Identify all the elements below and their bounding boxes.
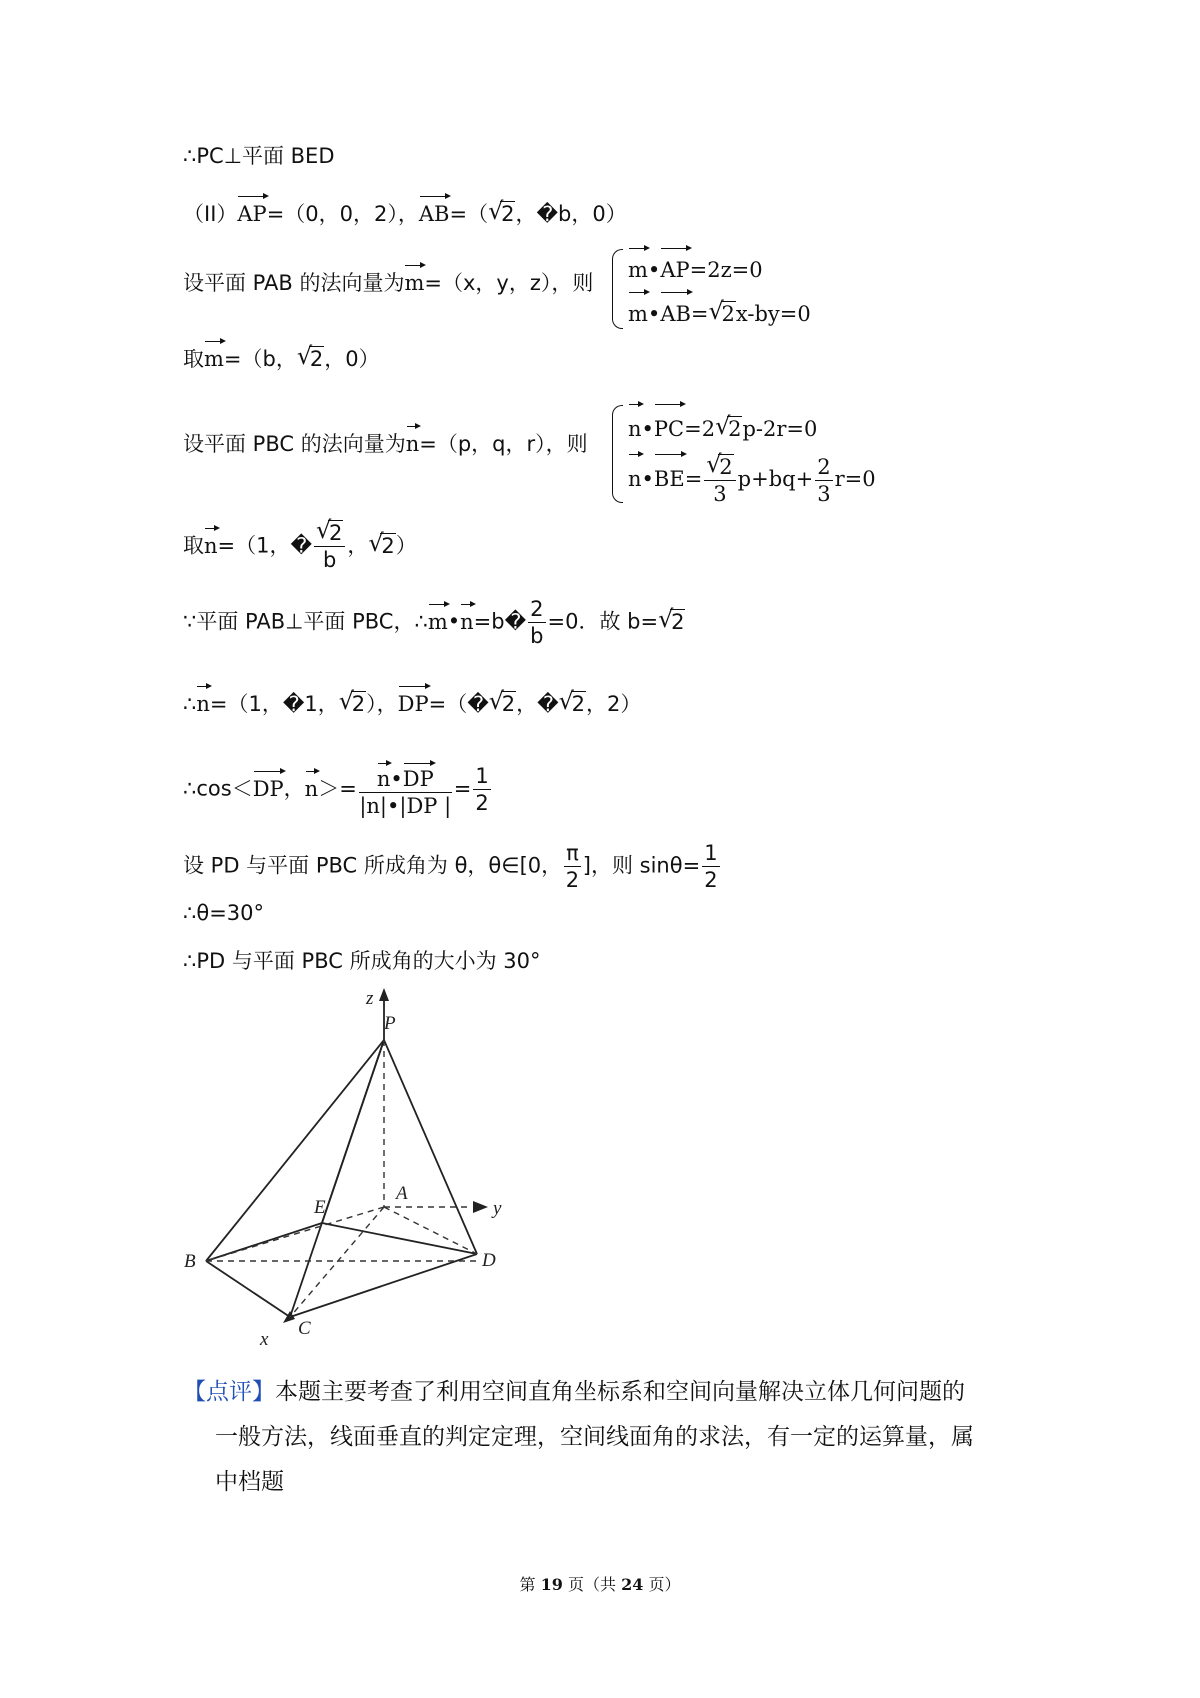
math-text: n: [377, 760, 391, 792]
math-text: r=0: [834, 467, 876, 491]
math-text: DP: [403, 760, 434, 792]
math-text: =（1，�1，: [209, 692, 339, 716]
math-text: AB: [419, 193, 450, 229]
math-text: b: [323, 548, 337, 572]
math-text: ，2）: [586, 692, 642, 716]
math-text: n: [460, 601, 474, 637]
math-text: ，0）: [324, 347, 380, 371]
math-text: 2: [309, 347, 324, 371]
math-text: ，�b，0）: [515, 202, 627, 226]
label-d: D: [482, 1250, 496, 1271]
math-text: n: [628, 451, 642, 501]
proof-line-1: [183, 141, 335, 171]
math-text: ∴: [183, 692, 197, 716]
math-text: 2: [719, 455, 733, 479]
math-text: ]，则 sinθ=: [582, 853, 701, 878]
math-text: 设平面 PBC 的法向量为: [183, 432, 406, 456]
label-x: x: [260, 1329, 269, 1350]
math-text: ），: [366, 692, 398, 716]
math-text: ∴θ=30°: [183, 901, 265, 925]
total-pages: 24: [621, 1575, 644, 1594]
math-text: 2: [565, 868, 580, 892]
math-text: x-by=0: [735, 302, 811, 326]
math-text: 2: [728, 417, 742, 441]
math-text: DP: [253, 768, 284, 804]
math-text: 1: [704, 841, 718, 865]
math-text: =: [453, 776, 472, 801]
math-text: ∴PC⊥平面 BED: [183, 144, 335, 168]
math-text: 取: [183, 347, 204, 371]
math-text: 2: [817, 455, 831, 479]
math-text: p-2r=0: [742, 417, 818, 441]
math-text: 页（共: [562, 1575, 622, 1594]
proof-line-6: 取n=（1，� √ 2 b ， √ 2）: [183, 516, 417, 572]
math-text: 一般方法，线面垂直的判定定理，空间线面角的求法，有一定的运算量，属: [215, 1424, 974, 1450]
label-z: z: [366, 988, 374, 1009]
math-text: 设平面 PAB 的法向量为: [183, 271, 405, 295]
math-text: 2: [381, 533, 395, 558]
math-text: =0．故 b=: [547, 609, 659, 634]
math-text: =（x，y，z），则: [424, 271, 594, 295]
z-axis-arrow: [379, 988, 389, 1001]
proof-line-11: [183, 898, 264, 928]
math-text: π: [566, 841, 579, 865]
math-text: =: [684, 467, 703, 491]
math-text: =（1，�: [217, 533, 313, 558]
math-text: 2: [530, 597, 544, 621]
math-text: =（�: [428, 692, 489, 716]
math-text: 3: [713, 482, 727, 506]
math-text: m: [204, 338, 224, 374]
math-text: 1: [475, 764, 489, 788]
math-text: m: [628, 289, 648, 333]
math-text: |n|•|DP |: [359, 794, 452, 818]
math-text: 2: [671, 609, 685, 634]
math-text: 本题主要考查了利用空间直角坐标系和空间向量解决立体几何问题的: [275, 1379, 965, 1405]
math-text: 取: [183, 533, 204, 558]
math-text: 2: [721, 302, 735, 326]
proof-line-3: [183, 262, 593, 298]
math-text: ，: [347, 533, 369, 558]
math-text: （II）: [183, 202, 238, 226]
math-text: =2: [684, 417, 716, 441]
math-text: m: [428, 601, 448, 637]
math-text: =（b，: [223, 347, 297, 371]
edge-bc: [206, 1261, 290, 1317]
math-text: 中档题: [215, 1469, 284, 1495]
math-text: n: [196, 683, 210, 719]
label-p: P: [384, 1013, 396, 1034]
math-text: •: [447, 609, 461, 634]
proof-line-4: 取m=（b， √ 2，0）: [183, 338, 380, 374]
current-page: 19: [540, 1575, 563, 1594]
math-text: =（0，0，2），: [266, 202, 419, 226]
edge-pd: [384, 1040, 477, 1254]
math-text: 2: [475, 791, 489, 815]
math-text: PC: [654, 401, 684, 451]
proof-line-10: [183, 840, 722, 893]
math-text: ，: [283, 776, 305, 801]
math-text: 2: [501, 202, 515, 226]
math-text: AP: [237, 193, 266, 229]
math-text: ＞=: [318, 776, 357, 801]
math-text: •: [390, 767, 403, 791]
math-text: ）: [395, 533, 417, 558]
math-text: m: [404, 262, 424, 298]
math-text: AB: [660, 289, 691, 333]
math-text: 2: [571, 692, 586, 716]
comment-tag: 【点评】: [183, 1379, 275, 1405]
math-text: =（p，q，r），则: [419, 432, 588, 456]
edge-pc: [290, 1040, 384, 1317]
y-axis-arrow: [473, 1201, 488, 1213]
math-text: n: [305, 768, 319, 804]
edge-ed: [322, 1223, 477, 1254]
math-text: DP: [398, 683, 429, 719]
math-text: n: [204, 525, 218, 561]
math-text: ∴cos＜: [183, 776, 253, 801]
math-text: ，�: [516, 692, 559, 716]
proof-line-12: [183, 946, 540, 976]
math-text: b: [530, 624, 544, 648]
math-text: =: [690, 302, 709, 326]
math-text: AP: [660, 245, 689, 289]
edge-pb: [206, 1040, 384, 1261]
math-text: n: [628, 401, 642, 451]
proof-line-5: [183, 423, 588, 459]
proof-line-7: ∵平面 PAB⊥平面 PBC，∴m•n=b� $\frac{2}{b}$ =0．故 b= √ 2: [183, 597, 685, 648]
math-text: 页）: [643, 1575, 681, 1594]
math-text: BE: [654, 451, 685, 501]
math-text: 3: [817, 482, 831, 506]
label-e: E: [314, 1197, 326, 1218]
edge-cd: [290, 1254, 477, 1317]
equation-system-pab: m•AP=2z=0 m•AB= √ 2x-by=0: [628, 245, 811, 333]
page-footer: [0, 1572, 1200, 1595]
math-text: =b�: [473, 609, 527, 634]
math-text: 2: [351, 692, 366, 716]
math-text: =（: [449, 202, 489, 226]
proof-line-9: [183, 760, 493, 819]
label-a: A: [396, 1183, 408, 1204]
edge-ad-hidden: [384, 1207, 477, 1254]
math-text: p+bq+: [737, 467, 814, 491]
math-text: 第: [519, 1575, 541, 1594]
math-text: 2: [329, 521, 343, 545]
pyramid-figure: [170, 985, 530, 1355]
equation-system-pbc: n•PC=2 √ 2p-2r=0 n•BE= √ 2 3 p+bq+ $\frac{2}{3}$ r=0: [628, 401, 876, 507]
edge-ab-hidden: [206, 1207, 384, 1261]
label-c: C: [298, 1318, 311, 1339]
proof-line-2: （II）AP=（0，0，2），AB=（ √ 2，�b，0）: [183, 193, 627, 229]
math-text: m: [628, 245, 648, 289]
math-text: 设 PD 与平面 PBC 所成角为 θ，θ∈[0，: [183, 853, 563, 878]
label-y: y: [493, 1198, 502, 1219]
math-text: ∴PD 与平面 PBC 所成角的大小为 30°: [183, 949, 541, 973]
proof-line-8: ∴n=（1，�1， √ 2），DP=（� √ 2，� √ 2，2）: [183, 683, 641, 719]
math-text: 2: [501, 692, 516, 716]
label-b: B: [184, 1251, 196, 1272]
math-text: ∵平面 PAB⊥平面 PBC，∴: [183, 609, 428, 634]
math-text: =2z=0: [689, 258, 763, 282]
comment-section: [183, 1370, 1043, 1505]
math-text: 2: [704, 868, 718, 892]
math-text: n: [406, 423, 420, 459]
